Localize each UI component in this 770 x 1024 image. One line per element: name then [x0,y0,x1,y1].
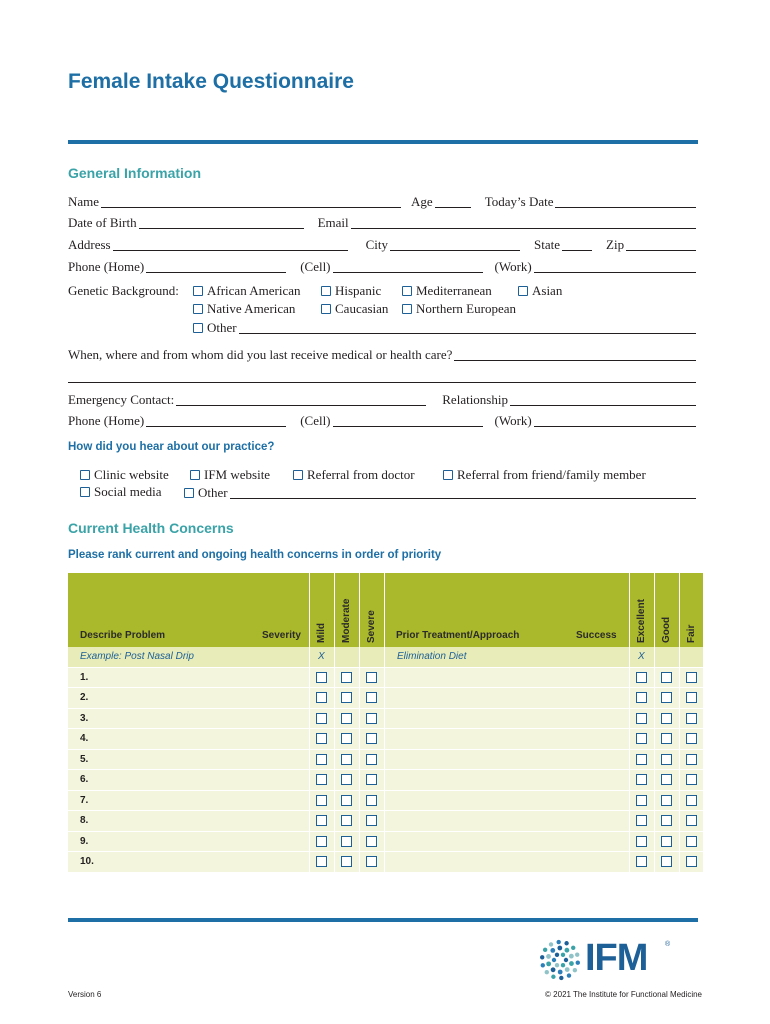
fair-checkbox[interactable] [686,774,697,785]
fair-checkbox[interactable] [686,815,697,826]
checkbox[interactable] [321,286,331,296]
table-row [68,811,703,832]
ifm-logo-registered: ® [665,941,671,948]
header-divider [68,140,698,144]
col-severe: Severe [366,610,377,643]
moderate-checkbox[interactable] [341,672,352,683]
name-field[interactable] [101,193,401,208]
checkbox[interactable] [193,304,203,314]
checkbox[interactable] [193,286,203,296]
genetic-option-hispanic[interactable]: Hispanic [321,283,381,299]
email-field[interactable] [351,214,696,229]
severe-checkbox[interactable] [366,815,377,826]
checkbox[interactable] [321,304,331,314]
footer-divider [68,918,698,922]
excellent-checkbox[interactable] [636,795,647,806]
table-row [68,709,703,730]
phone-row [68,255,698,275]
state-label: State [534,237,561,252]
last-care-row-2 [68,365,698,385]
version-label: Version 6 [68,990,102,999]
example-treatment: Elimination Diet [397,651,467,662]
treatment-input[interactable] [386,832,626,852]
col-prior-treatment: Prior Treatment/Approach [396,630,520,641]
problem-input[interactable] [98,852,303,872]
table-row [68,729,703,750]
address-label: Address [68,237,111,252]
treatment-input[interactable] [386,852,626,872]
checkbox[interactable] [293,470,303,480]
phone-cell2-label: (Cell) [300,413,331,428]
ifm-logo-text: IFM [585,937,648,979]
age-field[interactable] [435,193,471,208]
treatment-input[interactable] [386,688,626,708]
ifm-logo [537,935,687,985]
todays-date-label: Today’s Date [484,194,554,209]
emergency-field[interactable] [176,391,426,406]
moderate-checkbox[interactable] [341,713,352,724]
zip-field[interactable] [626,236,696,251]
moderate-checkbox[interactable] [341,754,352,765]
phone-home-field[interactable] [146,258,286,273]
checkbox[interactable] [518,286,528,296]
checkbox[interactable] [443,470,453,480]
problem-input[interactable] [98,668,303,688]
mild-checkbox[interactable] [316,815,327,826]
moderate-checkbox[interactable] [341,774,352,785]
address-field[interactable] [113,236,348,251]
city-field[interactable] [390,236,520,251]
moderate-checkbox[interactable] [341,692,352,703]
treatment-input[interactable] [386,750,626,770]
city-label: City [365,237,389,252]
checkbox[interactable] [190,470,200,480]
problem-input[interactable] [98,770,303,790]
excellent-checkbox[interactable] [636,836,647,847]
row-number: 6. [80,774,89,785]
table-row [68,688,703,709]
age-label: Age [411,194,433,209]
row-number: 8. [80,815,89,826]
genetic-label: Genetic Background: [68,283,179,298]
phone-cell2-field[interactable] [333,412,483,427]
copyright-label: © 2021 The Institute for Functional Medicine [545,990,702,999]
phone-work-label: (Work) [494,259,532,274]
problem-input[interactable] [98,729,303,749]
good-checkbox[interactable] [661,713,672,724]
col-excellent: Excellent [636,599,647,643]
severe-checkbox[interactable] [366,672,377,683]
address-row [68,233,698,253]
checkbox[interactable] [80,470,90,480]
table-row [68,668,703,689]
zip-label: Zip [606,237,625,252]
severe-checkbox[interactable] [366,733,377,744]
moderate-checkbox[interactable] [341,856,352,867]
moderate-checkbox[interactable] [341,795,352,806]
row-number: 10. [80,856,94,867]
problem-input[interactable] [98,832,303,852]
col-moderate: Moderate [341,598,352,643]
treatment-input[interactable] [386,770,626,790]
last-care-field-2[interactable] [68,368,696,383]
mild-checkbox[interactable] [316,692,327,703]
example-success-mark: X [638,651,645,662]
phone-home2-field[interactable] [146,412,286,427]
excellent-checkbox[interactable] [636,815,647,826]
phone-work2-field[interactable] [534,412,696,427]
table-row [68,791,703,812]
table-row [68,770,703,791]
table-row [68,750,703,771]
last-care-row [68,343,698,363]
treatment-input[interactable] [386,811,626,831]
mild-checkbox[interactable] [316,856,327,867]
phone-cell-field[interactable] [333,258,483,273]
genetic-other-row [193,316,698,336]
treatment-input[interactable] [386,729,626,749]
severe-checkbox[interactable] [366,795,377,806]
mild-checkbox[interactable] [316,754,327,765]
hear-option-ifm-website[interactable]: IFM website [190,467,270,483]
good-checkbox[interactable] [661,815,672,826]
fair-checkbox[interactable] [686,795,697,806]
hear-option-other[interactable]: Other [184,485,228,501]
emergency-row [68,388,698,408]
excellent-checkbox[interactable] [636,672,647,683]
col-success: Success [576,630,617,641]
concerns-subheading: Please rank current and ongoing health concerns in order of priority [68,549,442,561]
phone-home-label: Phone (Home) [68,259,145,274]
good-checkbox[interactable] [661,692,672,703]
moderate-checkbox[interactable] [341,836,352,847]
checkbox[interactable] [402,286,412,296]
genetic-option-caucasian[interactable]: Caucasian [321,301,388,317]
severe-checkbox[interactable] [366,836,377,847]
hear-other-field[interactable] [230,484,696,499]
genetic-option-other[interactable]: Other [193,320,237,336]
mild-checkbox[interactable] [316,713,327,724]
severe-checkbox[interactable] [366,856,377,867]
row-number: 1. [80,671,89,683]
genetic-option-mediterranean[interactable]: Mediterranean [402,283,492,299]
row-number: 9. [80,835,89,847]
table-row-example [68,647,703,668]
genetic-option-asian[interactable]: Asian [518,283,562,299]
table-row [68,832,703,853]
hear-option-clinic-website[interactable]: Clinic website [80,467,169,483]
col-describe-problem: Describe Problem [80,630,166,641]
good-checkbox[interactable] [661,836,672,847]
ifm-logo-mark-icon [537,937,583,983]
checkbox[interactable] [184,488,194,498]
hear-heading: How did you hear about our practice? [68,441,275,453]
mild-checkbox[interactable] [316,774,327,785]
hear-option-social-media[interactable]: Social media [80,484,162,500]
concerns-table [68,573,703,873]
severe-checkbox[interactable] [366,713,377,724]
fair-checkbox[interactable] [686,836,697,847]
severe-checkbox[interactable] [366,774,377,785]
page-title: Female Intake Questionnaire [68,70,354,93]
excellent-checkbox[interactable] [636,692,647,703]
table-header [68,573,703,647]
hear-option-referral-friend[interactable]: Referral from friend/family member [443,467,646,483]
table-row [68,852,703,873]
good-checkbox[interactable] [661,856,672,867]
good-checkbox[interactable] [661,672,672,683]
mild-checkbox[interactable] [316,672,327,683]
genetic-other-field[interactable] [239,319,696,334]
mild-checkbox[interactable] [316,836,327,847]
col-severity: Severity [262,630,301,641]
col-good: Good [661,616,672,643]
last-care-label: When, where and from whom did you last receive medical or health care? [68,347,453,362]
name-label: Name [68,194,100,209]
phone-work2-label: (Work) [494,413,532,428]
email-label: Email [317,215,349,230]
fair-checkbox[interactable] [686,692,697,703]
good-checkbox[interactable] [661,733,672,744]
last-care-field[interactable] [454,346,696,361]
state-field[interactable] [562,236,592,251]
col-mild: Mild [316,623,327,643]
example-problem: Example: Post Nasal Drip [80,651,194,662]
concerns-heading: Current Health Concerns [68,520,234,536]
fair-checkbox[interactable] [686,754,697,765]
severe-checkbox[interactable] [366,754,377,765]
row-number: 4. [80,733,89,744]
example-severity-mark: X [318,651,325,662]
good-checkbox[interactable] [661,754,672,765]
phone-cell-label: (Cell) [300,259,331,274]
excellent-checkbox[interactable] [636,733,647,744]
relationship-field[interactable] [510,391,696,406]
dob-label: Date of Birth [68,215,137,230]
hear-option-referral-doctor[interactable]: Referral from doctor [293,467,415,483]
checkbox[interactable] [193,323,203,333]
excellent-checkbox[interactable] [636,774,647,785]
good-checkbox[interactable] [661,795,672,806]
problem-input[interactable] [98,709,303,729]
moderate-checkbox[interactable] [341,733,352,744]
row-number: 2. [80,692,89,703]
severe-checkbox[interactable] [366,692,377,703]
problem-input[interactable] [98,791,303,811]
phone-work-field[interactable] [534,258,696,273]
emergency-label: Emergency Contact: [68,392,175,407]
row-number: 3. [80,712,89,724]
genetic-option-african-american[interactable]: African American [193,283,300,299]
row-number: 5. [80,753,89,765]
relationship-label: Relationship [442,392,508,407]
treatment-input[interactable] [386,791,626,811]
phone-home2-label: Phone (Home) [68,413,145,428]
problem-input[interactable] [98,811,303,831]
excellent-checkbox[interactable] [636,713,647,724]
genetic-option-native-american[interactable]: Native American [193,301,295,317]
checkbox[interactable] [80,487,90,497]
dob-row [68,211,698,231]
hear-other-row [184,481,698,501]
problem-input[interactable] [98,750,303,770]
problem-input[interactable] [98,688,303,708]
dob-field[interactable] [139,214,304,229]
row-number: 7. [80,794,89,806]
moderate-checkbox[interactable] [341,815,352,826]
fair-checkbox[interactable] [686,733,697,744]
todays-date-field[interactable] [555,193,696,208]
fair-checkbox[interactable] [686,672,697,683]
name-row [68,190,698,210]
genetic-option-northern-european[interactable]: Northern European [402,301,516,317]
fair-checkbox[interactable] [686,856,697,867]
mild-checkbox[interactable] [316,795,327,806]
general-info-heading: General Information [68,165,202,181]
good-checkbox[interactable] [661,774,672,785]
emergency-phone-row [68,409,698,429]
fair-checkbox[interactable] [686,713,697,724]
excellent-checkbox[interactable] [636,856,647,867]
mild-checkbox[interactable] [316,733,327,744]
checkbox[interactable] [402,304,412,314]
excellent-checkbox[interactable] [636,754,647,765]
col-fair: Fair [686,624,697,643]
treatment-input[interactable] [386,668,626,688]
treatment-input[interactable] [386,709,626,729]
